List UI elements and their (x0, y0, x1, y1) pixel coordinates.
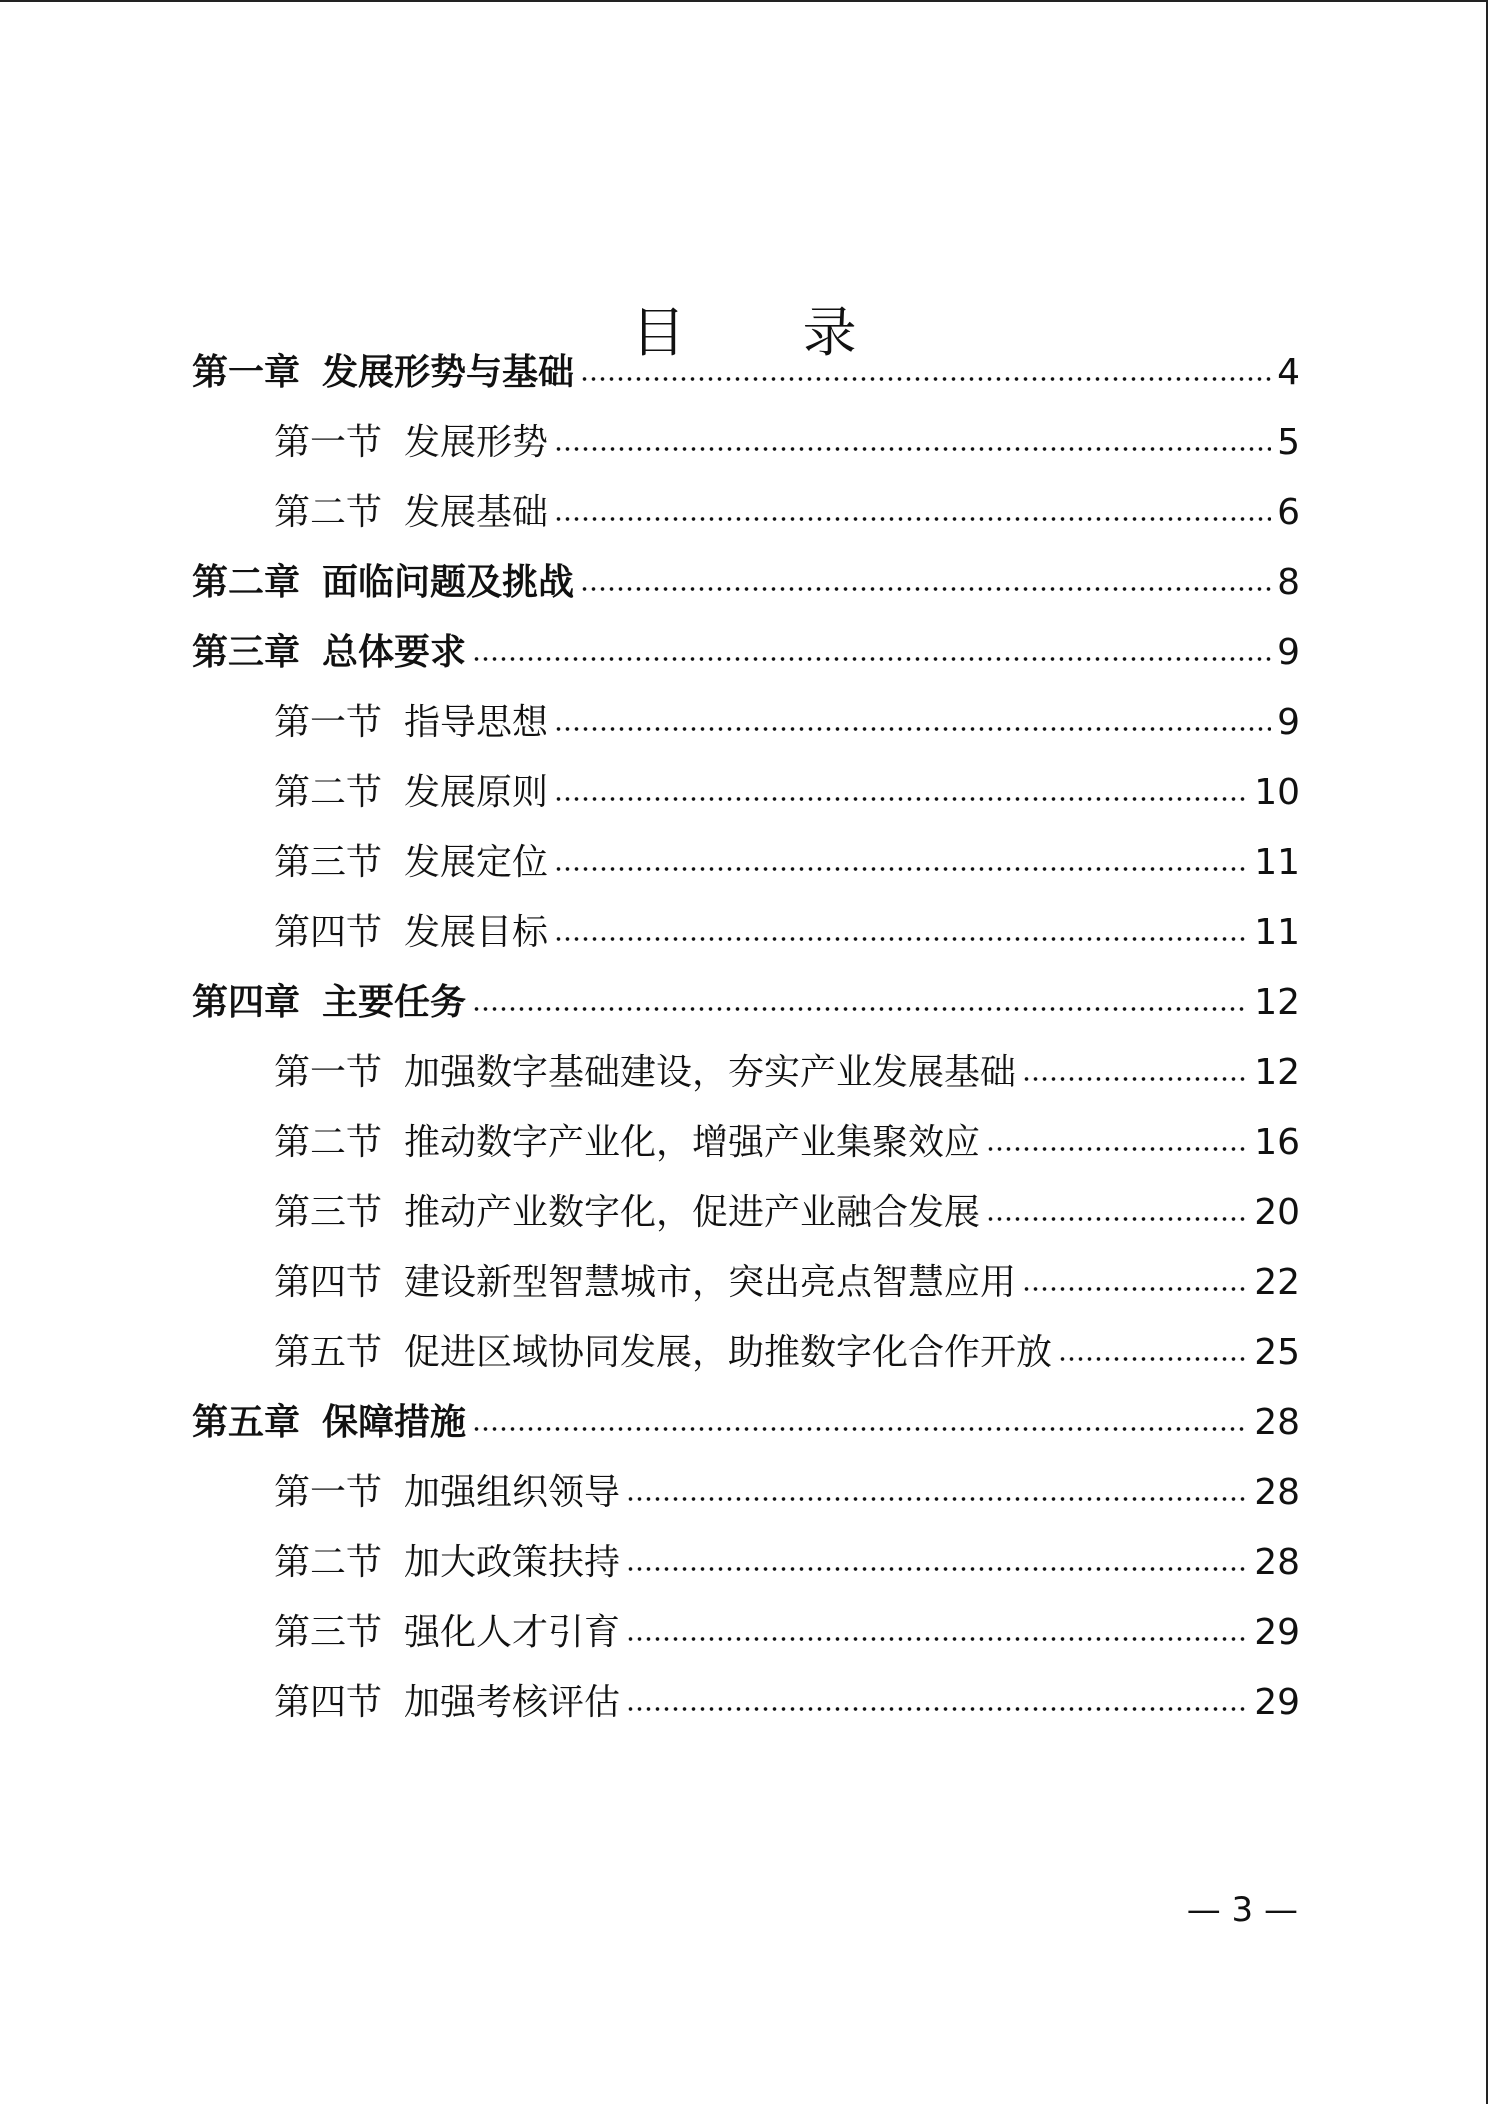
dot-leader (554, 510, 1271, 522)
toc-section-entry[interactable] (192, 1038, 1300, 1108)
dot-leader (1022, 1280, 1248, 1292)
section-title: 加强数字基础建设，夯实产业发展基础 (404, 1052, 1017, 1093)
entry-page-number: 11 (1254, 912, 1300, 953)
toc-section-entry[interactable] (192, 688, 1300, 758)
entry-page-number: 11 (1254, 842, 1300, 883)
section-title: 加强考核评估 (404, 1682, 621, 1723)
dot-leader (472, 650, 1271, 662)
section-number: 第四节 (274, 1262, 383, 1303)
dot-leader (554, 930, 1248, 942)
dot-leader (626, 1700, 1248, 1712)
section-number: 第四节 (274, 1682, 383, 1723)
entry-page-number: 12 (1254, 1052, 1300, 1093)
toc-section-entry[interactable] (192, 1668, 1300, 1738)
page-top-border (0, 0, 1488, 2)
toc-section-entry[interactable] (192, 478, 1300, 548)
section-number: 第一节 (274, 702, 383, 743)
chapter-title: 总体要求 (322, 632, 467, 673)
toc-section-entry[interactable] (192, 1318, 1300, 1388)
section-number: 第一节 (274, 1472, 383, 1513)
toc-title: 目 录 (631, 301, 907, 365)
toc-section-entry[interactable] (192, 1528, 1300, 1598)
dot-leader (472, 1000, 1248, 1012)
chapter-number: 第五章 (192, 1402, 301, 1443)
chapter-title: 发展形势与基础 (322, 352, 575, 393)
dot-leader (626, 1490, 1248, 1502)
section-title: 促进区域协同发展，助推数字化合作开放 (404, 1332, 1053, 1373)
toc-chapter-entry[interactable] (192, 618, 1300, 688)
entry-page-number: 28 (1254, 1542, 1300, 1583)
chapter-number: 第一章 (192, 352, 301, 393)
section-number: 第三节 (274, 842, 383, 883)
section-title: 发展目标 (404, 912, 549, 953)
section-number: 第五节 (274, 1332, 383, 1373)
section-title: 推动产业数字化，促进产业融合发展 (404, 1192, 981, 1233)
dot-leader (580, 580, 1271, 592)
section-number: 第四节 (274, 912, 383, 953)
dot-leader (472, 1420, 1248, 1432)
toc-chapter-entry[interactable] (192, 548, 1300, 618)
toc-section-entry[interactable] (192, 1248, 1300, 1318)
section-number: 第二节 (274, 772, 383, 813)
table-of-contents (192, 338, 1300, 1738)
toc-section-entry[interactable] (192, 408, 1300, 478)
dot-leader (1058, 1350, 1248, 1362)
toc-chapter-entry[interactable] (192, 968, 1300, 1038)
dot-leader (554, 790, 1248, 802)
entry-page-number: 8 (1277, 562, 1300, 603)
entry-page-number: 28 (1254, 1402, 1300, 1443)
toc-section-entry[interactable] (192, 1598, 1300, 1668)
dot-leader (626, 1560, 1248, 1572)
entry-page-number: 9 (1277, 632, 1300, 673)
dot-leader (1022, 1070, 1248, 1082)
section-title: 加强组织领导 (404, 1472, 621, 1513)
section-title: 加大政策扶持 (404, 1542, 621, 1583)
section-title: 推动数字产业化，增强产业集聚效应 (404, 1122, 981, 1163)
section-title: 发展原则 (404, 772, 549, 813)
toc-chapter-entry[interactable] (192, 1388, 1300, 1458)
entry-page-number: 29 (1254, 1682, 1300, 1723)
section-title: 发展形势 (404, 422, 549, 463)
toc-section-entry[interactable] (192, 898, 1300, 968)
entry-page-number: 29 (1254, 1612, 1300, 1653)
section-number: 第二节 (274, 492, 383, 533)
dot-leader (554, 860, 1248, 872)
chapter-number: 第三章 (192, 632, 301, 673)
chapter-title: 面临问题及挑战 (322, 562, 575, 603)
dot-leader (986, 1140, 1248, 1152)
entry-page-number: 22 (1254, 1262, 1300, 1303)
page-number: — 3 — (1186, 1890, 1298, 1930)
section-title: 强化人才引育 (404, 1612, 621, 1653)
section-number: 第二节 (274, 1542, 383, 1583)
chapter-title: 主要任务 (322, 982, 467, 1023)
entry-page-number: 16 (1254, 1122, 1300, 1163)
dot-leader (626, 1630, 1248, 1642)
chapter-number: 第二章 (192, 562, 301, 603)
entry-page-number: 6 (1277, 492, 1300, 533)
section-title: 建设新型智慧城市，突出亮点智慧应用 (404, 1262, 1017, 1303)
toc-section-entry[interactable] (192, 758, 1300, 828)
section-number: 第二节 (274, 1122, 383, 1163)
chapter-number: 第四章 (192, 982, 301, 1023)
section-title: 发展基础 (404, 492, 549, 533)
toc-chapter-entry[interactable] (192, 338, 1300, 408)
section-title: 发展定位 (404, 842, 549, 883)
toc-section-entry[interactable] (192, 1108, 1300, 1178)
dot-leader (986, 1210, 1248, 1222)
entry-page-number: 25 (1254, 1332, 1300, 1373)
chapter-title: 保障措施 (322, 1402, 467, 1443)
entry-page-number: 20 (1254, 1192, 1300, 1233)
toc-section-entry[interactable] (192, 1178, 1300, 1248)
section-number: 第三节 (274, 1192, 383, 1233)
toc-section-entry[interactable] (192, 828, 1300, 898)
entry-page-number: 28 (1254, 1472, 1300, 1513)
dot-leader (580, 370, 1271, 382)
entry-page-number: 4 (1277, 352, 1300, 393)
section-number: 第一节 (274, 1052, 383, 1093)
section-number: 第三节 (274, 1612, 383, 1653)
toc-section-entry[interactable] (192, 1458, 1300, 1528)
entry-page-number: 5 (1277, 422, 1300, 463)
dot-leader (554, 440, 1271, 452)
section-number: 第一节 (274, 422, 383, 463)
section-title: 指导思想 (404, 702, 549, 743)
entry-page-number: 9 (1277, 702, 1300, 743)
dot-leader (554, 720, 1271, 732)
entry-page-number: 12 (1254, 982, 1300, 1023)
entry-page-number: 10 (1254, 772, 1300, 813)
